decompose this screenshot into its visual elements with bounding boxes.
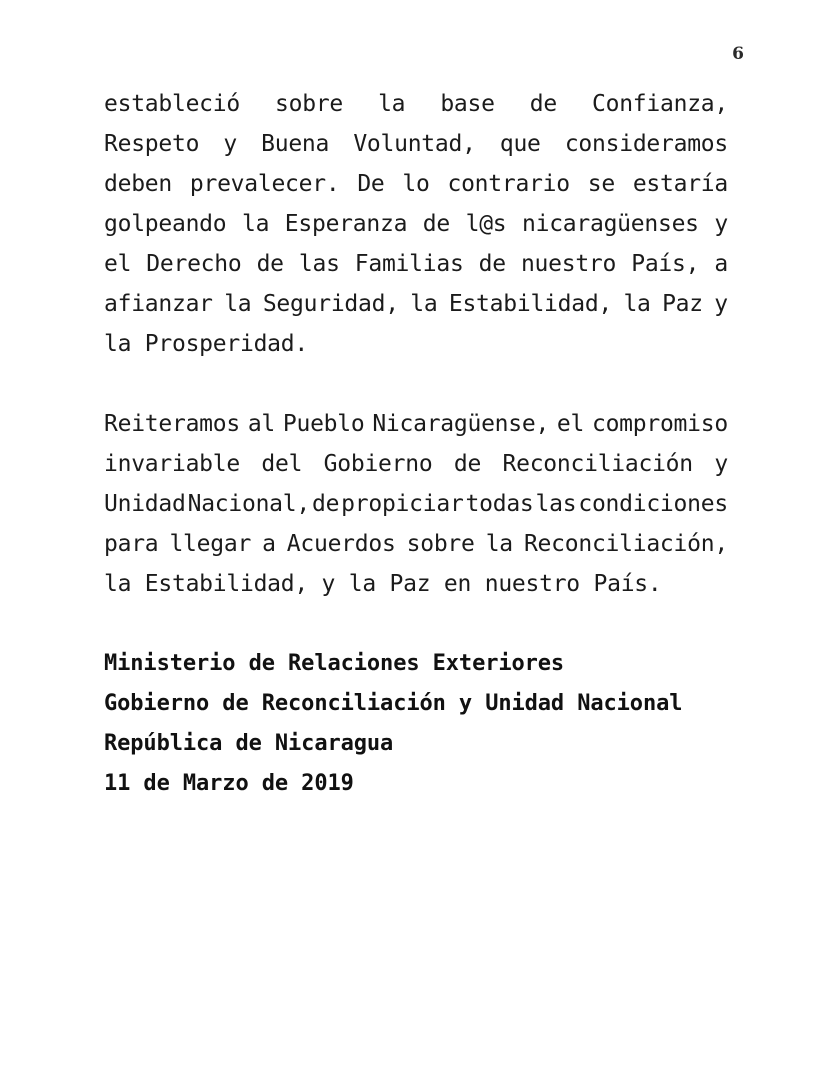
word: el: [556, 411, 585, 437]
word: todas: [465, 491, 534, 517]
word: compromiso: [591, 411, 728, 437]
word: golpeando: [104, 211, 227, 237]
word: Reiteramos: [104, 411, 240, 437]
word: condiciones: [578, 491, 728, 517]
word: Nacional,: [187, 491, 310, 517]
word: nicaragüenses: [522, 211, 699, 237]
signature-date: 11 de Marzo de 2019: [104, 771, 354, 796]
signature-ministry: Ministerio de Relaciones Exteriores: [104, 651, 565, 676]
word: Pueblo: [282, 411, 365, 437]
text-line: [104, 404, 728, 444]
word: sobre: [406, 531, 475, 557]
word: País,: [631, 251, 700, 277]
text-line: [104, 124, 728, 164]
word: estableció: [104, 91, 240, 117]
word: de: [311, 491, 340, 517]
word: Reconciliación: [502, 451, 693, 477]
document-body: [104, 84, 728, 604]
word: Voluntad,: [353, 131, 476, 157]
word: la: [224, 291, 252, 317]
text-line: [104, 84, 728, 124]
word: del: [261, 451, 303, 477]
word: Nicaragüense,: [372, 411, 550, 437]
word: las: [535, 491, 577, 517]
word: de: [529, 91, 557, 117]
word: de: [453, 451, 482, 477]
word: Derecho: [146, 251, 242, 277]
text-line: [104, 284, 728, 324]
word: al: [247, 411, 276, 437]
text-line: la Estabilidad, y la Paz en nuestro País.: [104, 571, 662, 597]
signature-country: República de Nicaragua: [104, 731, 394, 756]
word: Respeto: [104, 131, 200, 157]
page-number: 6: [732, 44, 744, 64]
word: Buena: [261, 131, 330, 157]
word: las: [298, 251, 340, 277]
word: y: [714, 211, 728, 237]
text-line: [104, 444, 728, 484]
paragraph-2: [104, 404, 728, 604]
text-line: [104, 524, 728, 564]
word: contrario: [447, 171, 570, 197]
text-line: la Prosperidad.: [104, 331, 308, 357]
word: invariable: [104, 451, 240, 477]
signature-government: Gobierno de Reconciliación y Unidad Nacional: [104, 691, 683, 716]
word: la: [623, 291, 651, 317]
text-line: [104, 204, 728, 244]
signature-block: [104, 644, 764, 804]
word: Acuerdos: [286, 531, 396, 557]
text-line: [104, 164, 728, 204]
word: lo: [402, 171, 430, 197]
word: la: [378, 91, 406, 117]
word: propiciar: [341, 491, 464, 517]
word: Gobierno: [323, 451, 433, 477]
word: a: [262, 531, 276, 557]
word: de: [478, 251, 506, 277]
word: Confianza,: [592, 91, 728, 117]
text-line: [104, 244, 728, 284]
word: el: [104, 251, 132, 277]
word: De: [357, 171, 385, 197]
word: sobre: [275, 91, 344, 117]
word: para: [104, 531, 159, 557]
word: la: [485, 531, 513, 557]
word: llegar: [169, 531, 252, 557]
word: la: [241, 211, 270, 237]
word: de: [256, 251, 284, 277]
word: estaría: [632, 171, 728, 197]
word: base: [440, 91, 495, 117]
word: afianzar: [104, 291, 213, 317]
word: Unidad: [104, 491, 186, 517]
word: deben: [104, 171, 172, 197]
word: Paz: [662, 291, 703, 317]
word: Estabilidad,: [448, 291, 613, 317]
text-line: [104, 484, 728, 524]
word: y: [714, 291, 728, 317]
word: l@s: [465, 211, 507, 237]
word: y: [223, 131, 237, 157]
word: Seguridad,: [262, 291, 399, 317]
word: nuestro: [520, 251, 617, 277]
word: consideramos: [564, 131, 728, 157]
word: y: [714, 451, 728, 477]
word: Esperanza: [284, 211, 408, 237]
word: de: [422, 211, 450, 237]
word: la: [410, 291, 438, 317]
word: prevalecer.: [189, 171, 340, 197]
paragraph-1: [104, 84, 728, 364]
word: a: [714, 251, 728, 277]
word: Reconciliación,: [523, 531, 728, 557]
word: que: [499, 131, 541, 157]
word: Familias: [354, 251, 464, 277]
word: se: [587, 171, 615, 197]
